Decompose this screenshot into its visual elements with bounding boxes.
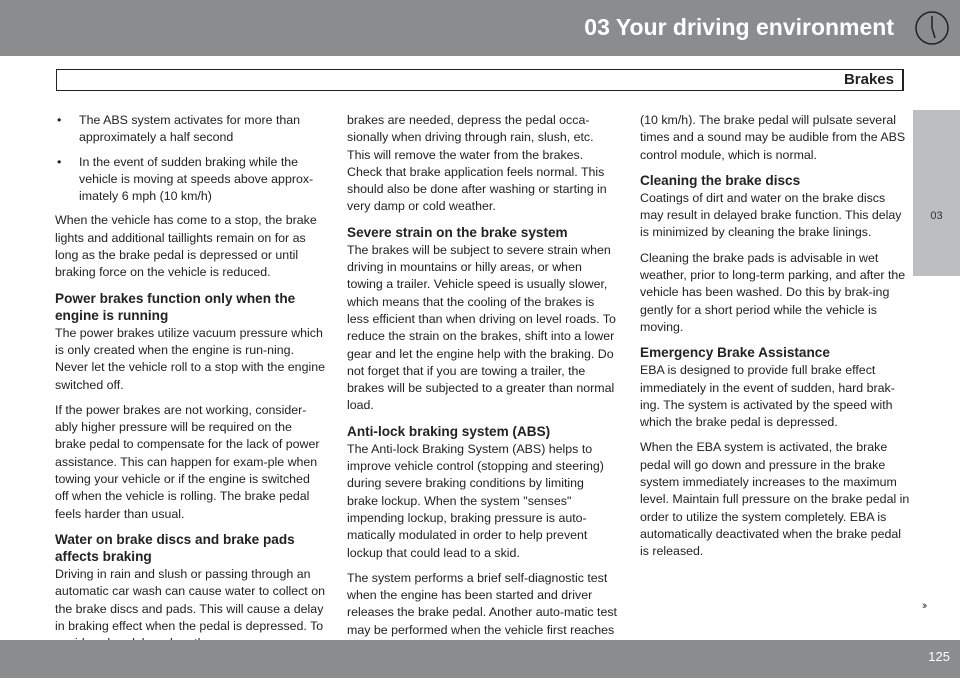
section-header xyxy=(56,69,904,91)
bullet-item xyxy=(55,154,325,206)
bullet-icon: • xyxy=(57,113,62,127)
chapter-side-tab xyxy=(913,110,960,276)
paragraph: The brakes will be subject to severe strain when driving in mountains or hilly areas, or when towing a trailer. Vehicle speed is usually slower, which means that the cooling of the brakes is less efficient than when driving on level roads. To reduce the strain on the brakes, shift into a lower gear and let the engine help with the braking. Do not forget that if you are towing a trailer, the brakes will be subjected to a greater than normal load. xyxy=(347,242,616,413)
paragraph: When the vehicle has come to a stop, the brake lights and additional taillights remain on for as long as the brake pedal is depressed or until braking force on the vehicle is reduced. xyxy=(55,213,317,280)
paragraph: When the EBA system is activated, the brake pedal will go down and pressure in the brake system immediately increases to the maximum level. Maintain full pressure on the brake pedal in order to utilize the system completely. EBA is automatically deactivated when the brake pedal is released. xyxy=(640,440,910,559)
continue-arrows: ›› xyxy=(922,600,926,612)
bullet-text: In the event of sudden braking while the vehicle is moving at speeds above approx-imately 6 mph (10 km/h) xyxy=(79,154,314,204)
paragraph: Driving in rain and slush or passing through an automatic car wash can cause water to collect on the brake discs and pads. This will cause a delay in braking effect when the pedal is depressed. To xyxy=(55,566,325,633)
paragraph: (10 km/h). The brake pedal will pulsate several times and a sound may be audible from the ABS control module, which is normal. xyxy=(640,113,906,162)
gauge-icon xyxy=(910,6,954,50)
paragraph: Coatings of dirt and water on the brake discs may result in delayed brake function. This delay is minimized by cleaning the brake linings. xyxy=(640,190,902,240)
paragraph: The system performs a brief self-diagnostic test when the engine has been started and driver releases the brake pedal. Another auto-matic test may be performed when the vehicle first reaches xyxy=(347,570,617,637)
paragraph: EBA is designed to provide full brake effect immediately in the event of sudden, hard brak-ing. The system is activated by the speed with which the brake pedal is depressed. xyxy=(640,363,895,430)
section-title: Brakes xyxy=(843,71,894,88)
side-tab-label: 03 xyxy=(930,210,943,222)
paragraph: The Anti-lock Braking System (ABS) helps to improve vehicle control (stopping and steering) during severe braking conditions by limiting brake lockup. When the system "senses" impending lockup, braking pressure is auto-matically modulated in order to help prevent lockup that could lead to a skid. xyxy=(347,441,604,560)
subheading: Water on brake discs and brake pads affects braking xyxy=(55,531,295,564)
page-number: 125 xyxy=(928,649,950,664)
paragraph: brakes are needed, depress the pedal occa-sionally when driving through rain, slush, etc. This will remove the water from the brakes. Check that brake application feels normal. This should also be done after washing or starting in very damp or cold weather. xyxy=(347,113,607,214)
subheading: Power brakes function only when the engine is running xyxy=(55,290,296,323)
paragraph: If the power brakes are not working, consider-ably higher pressure will be required on the brake pedal to compensate for the lack of power assistance. This can happen for exam-ple when towing your vehicle or if the engine is switched off when the vehicle is rolling. The brake pedal feels harder than usual. xyxy=(55,402,320,521)
subheading: Emergency Brake Assistance xyxy=(640,345,830,361)
bullet-item xyxy=(55,112,325,147)
subheading: Cleaning the brake discs xyxy=(640,172,801,188)
subheading: Severe strain on the brake system xyxy=(347,224,568,240)
footer-bar xyxy=(0,640,960,678)
paragraph: Cleaning the brake pads is advisable in wet weather, prior to long-term parking, and after the vehicle has been washed. Do this by brak-ing gently for a short period while the vehicle is moving. xyxy=(640,250,906,334)
text-column-1 xyxy=(55,112,325,660)
subheading: Anti-lock braking system (ABS) xyxy=(347,423,551,439)
paragraph: The power brakes utilize vacuum pressure which is only created when the engine is run-ning. Never let the vehicle roll to a stop with the engine switched off. xyxy=(55,325,325,392)
text-column-3 xyxy=(640,112,910,569)
text-column-2 xyxy=(347,112,617,664)
chapter-title: 03 Your driving environment xyxy=(584,14,894,40)
bullet-text: The ABS system activates for more than approximately a half second xyxy=(79,113,301,145)
bullet-icon: • xyxy=(57,154,62,169)
